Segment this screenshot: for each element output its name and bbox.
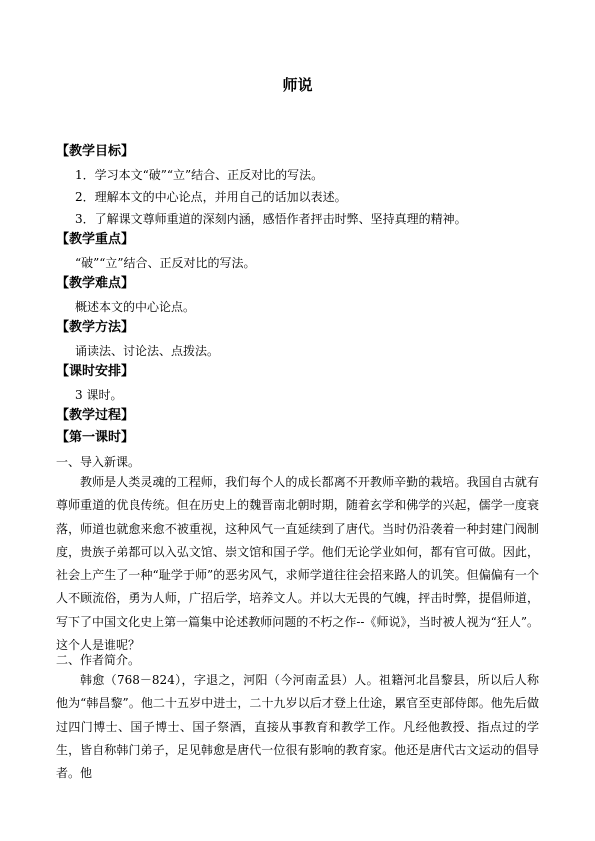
schedule-text: 3 课时。 <box>75 388 123 402</box>
goal-item-3: 3．了解课文尊师重道的深刻内涵，感悟作者抨击时弊、坚持真理的精神。 <box>75 212 467 226</box>
section-heading-key-points: 【教学重点】 <box>56 232 135 247</box>
subsection-heading-intro: 一、导入新课。 <box>56 455 141 469</box>
difficulties-text: 概述本文的中心论点。 <box>75 300 196 314</box>
section-heading-goals: 【教学目标】 <box>56 144 135 159</box>
section-heading-schedule: 【课时安排】 <box>56 364 135 379</box>
section-heading-first-lesson: 【第一课时】 <box>56 430 135 445</box>
author-paragraph: 韩愈（768－824），字退之，河阳（今河南孟县）人。祖籍河北昌黎县，所以后人称他为“韩昌黎”。他二十五岁中进士，二十九岁以后才登上仕途，累官至吏部侍郎。他先后做过四门博士、国子博士、国子祭酒，直接从事教育和教学工作。凡经他教授、指点过的学生，皆自称韩门弟子，足见韩愈是唐代一位很有影响的教育家。他还是唐代古文运动的倡导者。他 <box>56 673 539 781</box>
methods-text: 诵读法、讨论法、点拨法。 <box>75 344 220 358</box>
section-heading-methods: 【教学方法】 <box>56 320 135 335</box>
section-heading-process: 【教学过程】 <box>56 408 135 423</box>
intro-paragraph: 教师是人类灵魂的工程师，我们每个人的成长都离不开教师辛勤的栽培。我国自古就有尊师重道的优良传统。但在历史上的魏晋南北朝时期，随着玄学和佛学的兴起，儒学一度衰落，师道也就愈来愈不被重视，这种风气一直延续到了唐代。当时仍沿袭着一种封建门阀制度，贵族子弟都可以入弘文馆、崇文馆和国子学。他们无论学业如何，都有官可做。因此，社会上产生了一种“耻学于师”的恶劣风气，求师学道往往会招来路人的讥笑。但偏偏有一个人不顾流俗，勇为人师，广招后学，培养文人。并以大无畏的气魄，抨击时弊，提倡师道，写下了中国文化史上第一篇集中论述教师问题的不朽之作--《师说》，当时被人视为“狂人”。这个人是谁呢？ <box>56 475 539 653</box>
page-title: 师说 <box>282 76 313 94</box>
goal-item-1: 1．学习本文“破”“立”结合、正反对比的写法。 <box>75 168 324 182</box>
section-heading-difficulties: 【教学难点】 <box>56 276 135 291</box>
goal-item-2: 2．理解本文的中心论点，并用自己的话加以表述。 <box>75 190 347 204</box>
key-points-text: “破”“立”结合、正反对比的写法。 <box>75 256 256 270</box>
subsection-heading-author: 二、作者简介。 <box>56 653 141 667</box>
